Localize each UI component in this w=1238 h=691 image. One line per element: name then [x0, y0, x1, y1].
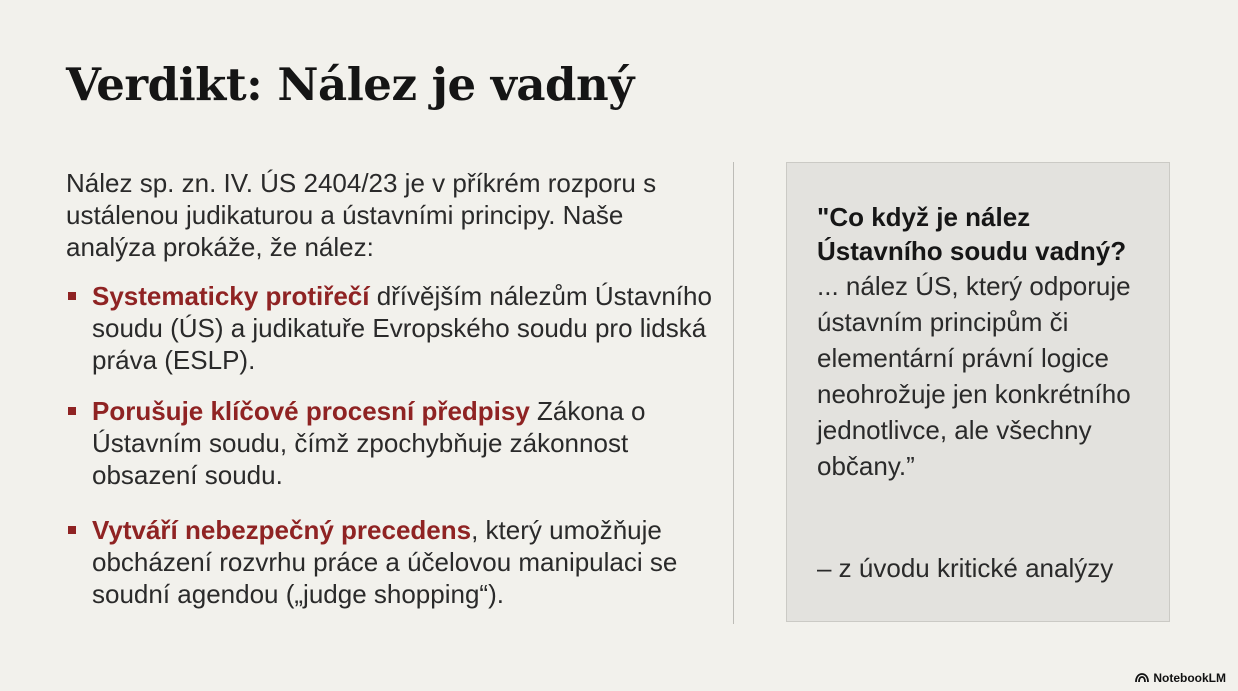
finding-highlight: Systematicky protiřečí [92, 281, 370, 311]
quote-body: ... nález ÚS, který odporuje ústavním principům či elementární právní logice neohrožuje jen konkrétního jednotlivce, ale všechny občany.” [817, 271, 1131, 481]
intro-paragraph: Nález sp. zn. IV. ÚS 2404/23 je v příkrém rozporu s ustálenou judikaturou a ústavními principy. Naše analýza prokáže, že nález: [66, 168, 657, 262]
square-bullet-icon [68, 526, 76, 534]
square-bullet-icon [68, 292, 76, 300]
quote-source: – z úvodu kritické analýzy [817, 553, 1114, 583]
finding-highlight: Vytváří nebezpečný precedens [92, 515, 472, 545]
column-divider [733, 162, 734, 624]
notebooklm-logo-icon [1135, 673, 1149, 683]
finding-text: dřívějším nálezům Ústavního soudu (ÚS) a judikatuře Evropského soudu pro lidská práva (ESLP). [92, 281, 712, 375]
page-title: Verdikt: Nález je vadný [66, 58, 634, 111]
findings-list [66, 280, 716, 610]
quote-heading: "Co když je nález Ústavního soudu vadný? [817, 202, 1127, 266]
finding-highlight: Porušuje klíčové procesní předpisy [92, 396, 530, 426]
finding-text: , který umožňuje obcházení rozvrhu práce a účelovou manipulaci se soudní agendou („judge shopping“). [92, 515, 678, 609]
finding-item-procedure [66, 395, 716, 491]
finding-text: Zákona o Ústavním soudu, čímž zpochybňuje zákonnost obsazení soudu. [92, 396, 646, 490]
square-bullet-icon [68, 407, 76, 415]
finding-item-precedent [66, 514, 716, 610]
finding-item-contradiction [66, 280, 716, 376]
quote-box [786, 162, 1170, 622]
brand-watermark [1135, 671, 1226, 685]
brand-name: NotebookLM [1153, 671, 1226, 685]
